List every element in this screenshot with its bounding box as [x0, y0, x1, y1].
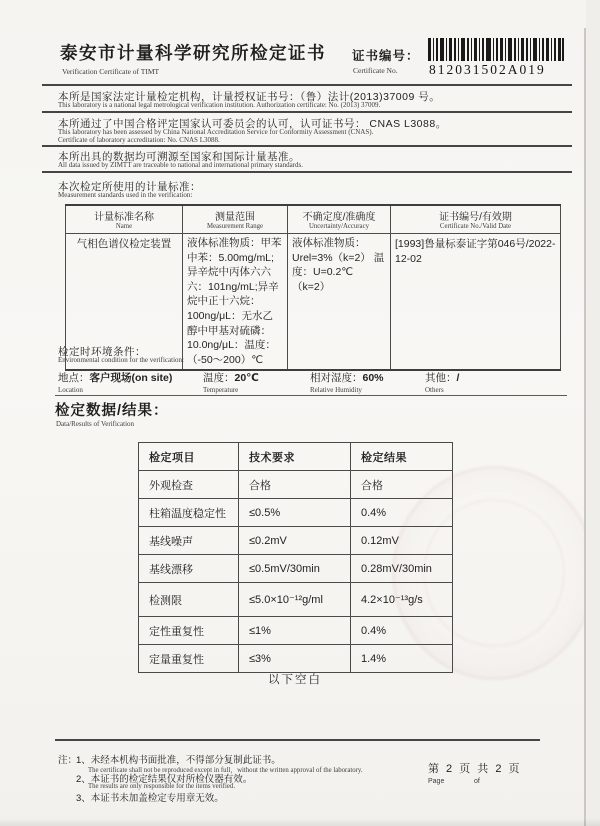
- env-temperature-value: 20℃: [234, 372, 259, 384]
- statement-authorization-en: This laboratory is a national legal metrological verification institution. Authorization certificate: No. (2013) 37009.: [58, 101, 381, 109]
- scan-edge-bottom: [0, 818, 600, 826]
- note-2-en: The results are only responsible for the items verified.: [88, 783, 236, 790]
- res-requirement: ≤0.5mV/30min: [239, 555, 351, 583]
- std-cell-uncertainty: 液体标准物质：Urel=3%（k=2） 温度：U=0.2℃（k=2）: [288, 234, 391, 371]
- results-heading: 检定数据/结果：: [55, 403, 169, 419]
- scan-edge-line: [584, 28, 586, 826]
- page-number: 第 2 页 共 2 页: [428, 763, 522, 775]
- scan-margin-right: [586, 0, 600, 826]
- res-requirement: ≤1%: [239, 617, 351, 645]
- divider: [42, 111, 572, 113]
- env-others-value: /: [456, 372, 460, 384]
- env-temperature-label: 温度：: [203, 372, 235, 384]
- res-result: 1.4%: [351, 645, 453, 673]
- std-col-uncertainty-en: Uncertainty/Accuracy: [308, 223, 369, 230]
- divider: [42, 145, 572, 147]
- res-col-item: 检定项目: [139, 443, 239, 471]
- env-others-label: 其他：: [425, 372, 457, 384]
- std-cell-cert: [1993]鲁量标泰证字第046号/2022-12-02: [391, 234, 561, 371]
- divider: [55, 739, 540, 741]
- env-location-label-en: Location: [58, 386, 83, 394]
- page-label: Page: [428, 778, 445, 785]
- divider: [42, 84, 572, 86]
- env-humidity: [310, 370, 384, 385]
- std-col-range: [183, 205, 288, 234]
- res-item: 基线漂移: [139, 555, 239, 583]
- table-row: [139, 645, 453, 673]
- std-col-cert-cn: 证书编号/有效期: [439, 212, 512, 223]
- env-location-label: 地点：: [58, 372, 90, 384]
- statement-traceable: 本所出具的数据均可溯源至国家和国际计量基准。: [58, 151, 300, 163]
- statement-cnas-en2: Certificate of laboratory accreditation: No. CNAS L3088.: [58, 136, 220, 144]
- res-result: 0.4%: [351, 499, 453, 527]
- std-col-name: [66, 205, 183, 234]
- certificate-title-en: Verification Certificate of TIMT: [62, 67, 160, 76]
- statement-cnas-en1: This laboratory has been assessed by China National Accreditation Service for Conformity Assessment (CNAS).: [58, 128, 374, 136]
- res-result: 4.2×10⁻¹³g/s: [351, 583, 453, 617]
- env-others: [425, 370, 459, 385]
- note-2: 2、本证书的检定结果仅对所检仪器有效。: [76, 774, 253, 785]
- std-col-uncertainty: [288, 205, 391, 234]
- res-col-requirement: 技术要求: [239, 443, 351, 471]
- results-heading-en: Data/Results of Verification: [56, 420, 135, 428]
- res-item: 基线噪声: [139, 527, 239, 555]
- res-col-result: 检定结果: [351, 443, 453, 471]
- std-col-name-en: Name: [115, 223, 133, 230]
- std-col-range-en: Measurement Range: [206, 223, 264, 230]
- of-label: of: [474, 778, 480, 785]
- res-requirement: 合格: [239, 471, 351, 499]
- barcode: [428, 38, 564, 61]
- res-item: 定性重复性: [139, 617, 239, 645]
- statement-cnas: 本所通过了中国合格评定国家认可委员会的认可，认可证书号： CNAS L3088。: [58, 118, 447, 130]
- res-result: 0.28mV/30min: [351, 555, 453, 583]
- divider: [55, 395, 567, 396]
- res-requirement: ≤0.2mV: [239, 527, 351, 555]
- environment-heading-en: Environmental condition for the verification:: [58, 356, 184, 364]
- res-item: 检测限: [139, 583, 239, 617]
- statement-traceable-en: All data issued by ZIMTT are traceable to national and international primary standards.: [58, 161, 303, 169]
- env-temperature-label-en: Temperature: [203, 386, 239, 394]
- statement-authorization: 本所是国家法定计量检定机构，计量授权证书号：（鲁）法计(2013)37009 号。: [58, 91, 441, 103]
- std-col-cert: [391, 205, 561, 234]
- env-others-label-en: Others: [425, 386, 444, 394]
- env-location-value: 客户现场(on site): [89, 372, 173, 384]
- std-col-cert-en: Certificate No./Valid Date: [439, 223, 512, 230]
- cert-no-label-en: Certificate No.: [353, 66, 398, 75]
- notes-label: 注：: [58, 755, 78, 766]
- table-row: [139, 471, 453, 499]
- env-temperature: [203, 370, 259, 385]
- std-col-name-cn: 计量标准名称: [94, 212, 154, 223]
- faint-seal-stamp: [392, 466, 596, 680]
- res-item: 柱箱温度稳定性: [139, 499, 239, 527]
- env-location: [58, 370, 172, 385]
- note-1: 1、未经本机构书面批准，不得部分复制此证书。: [76, 755, 281, 766]
- cert-no-label: 证书编号：: [352, 49, 420, 63]
- standards-heading: 本次检定所使用的计量标准：: [58, 181, 201, 193]
- std-cell-name: 气相色谱仪检定装置: [66, 234, 183, 371]
- std-col-uncertainty-cn: 不确定度/准确度: [302, 212, 376, 223]
- cert-no-value: 812031502A019: [429, 62, 546, 77]
- environment-heading: 检定时环境条件：: [58, 346, 146, 358]
- res-result: 0.4%: [351, 617, 453, 645]
- results-header-row: [139, 443, 453, 471]
- std-cell-range: 液体标准物质：甲苯中苯：5.00mg/mL;异辛烷中丙体六六六：101ng/mL;异辛烷中正十六烷：100ng/μL：无水乙醇中甲基对硫磷：10.0ng/μL：温度：（-50～200）℃: [183, 234, 288, 371]
- res-item: 外观检查: [139, 471, 239, 499]
- res-item: 定量重复性: [139, 645, 239, 673]
- divider: [42, 171, 572, 173]
- env-humidity-value: 60%: [362, 372, 384, 384]
- std-col-range-cn: 测量范围: [215, 212, 255, 223]
- env-humidity-label-en: Relative Humidity: [310, 386, 362, 394]
- certificate-title: 泰安市计量科学研究所检定证书: [60, 43, 326, 63]
- note-1-en: The certificate shall not be reproduced except in full，without the written approval of the laboratory.: [88, 767, 363, 774]
- res-requirement: ≤3%: [239, 645, 351, 673]
- res-requirement: ≤0.5%: [239, 499, 351, 527]
- note-3: 3、本证书未加盖检定专用章无效。: [76, 793, 224, 804]
- env-humidity-label: 相对湿度：: [310, 372, 363, 384]
- standards-heading-en: Measurement standards used in the verification:: [58, 191, 193, 199]
- res-result: 合格: [351, 471, 453, 499]
- res-requirement: ≤5.0×10⁻¹²g/ml: [239, 583, 351, 617]
- res-result: 0.12mV: [351, 527, 453, 555]
- below-blank-text: 以下空白: [268, 674, 322, 686]
